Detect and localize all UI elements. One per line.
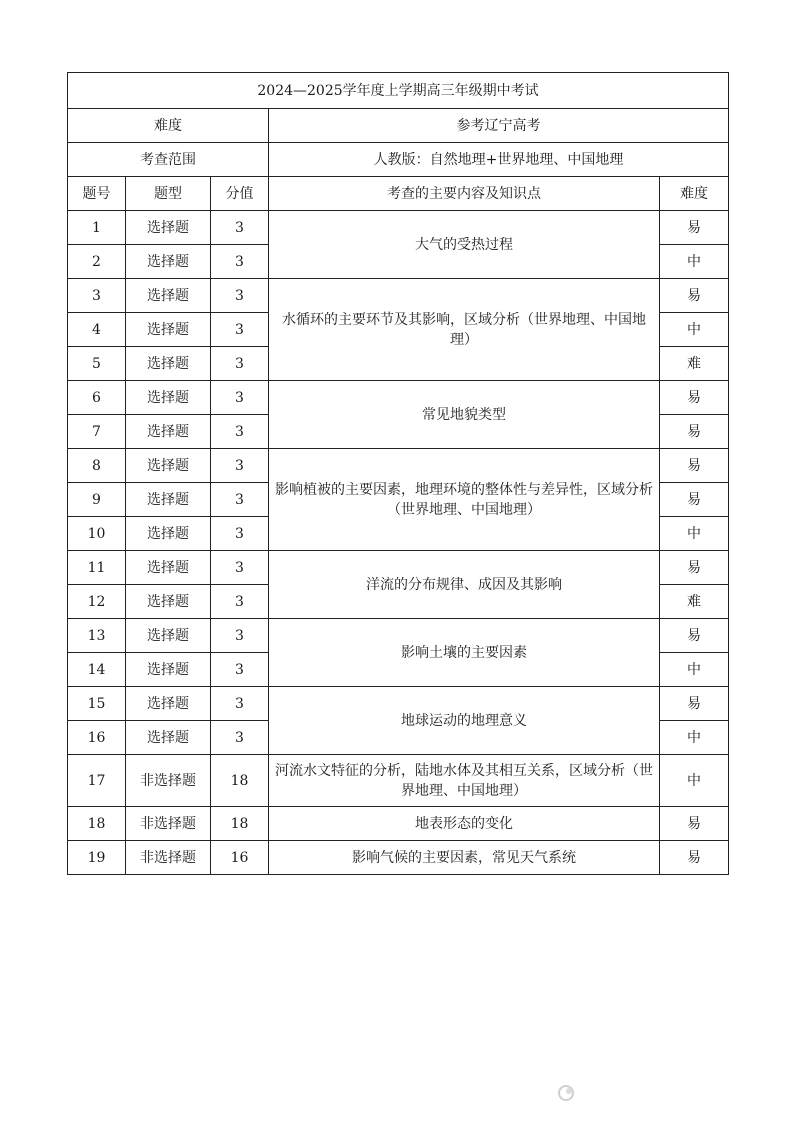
difficulty-level: 中: [660, 313, 729, 347]
topic-cell: 洋流的分布规律、成因及其影响: [269, 551, 660, 619]
difficulty-level: 中: [660, 755, 729, 807]
question-score: 3: [211, 619, 269, 653]
question-type: 选择题: [126, 619, 211, 653]
topic-cell: 大气的受热过程: [269, 211, 660, 279]
question-score: 3: [211, 687, 269, 721]
table-row: [68, 551, 729, 585]
difficulty-level: 易: [660, 807, 729, 841]
question-type: 选择题: [126, 483, 211, 517]
difficulty-level: 易: [660, 841, 729, 875]
topic-cell: 水循环的主要环节及其影响，区域分析（世界地理、中国地理）: [269, 279, 660, 381]
question-type: 选择题: [126, 653, 211, 687]
question-type: 非选择题: [126, 755, 211, 807]
question-number: 6: [68, 381, 126, 415]
question-score: 3: [211, 721, 269, 755]
difficulty-level: 易: [660, 381, 729, 415]
table-row: [68, 449, 729, 483]
topic-cell: 影响气候的主要因素，常见天气系统: [269, 841, 660, 875]
question-number: 15: [68, 687, 126, 721]
question-type: 选择题: [126, 279, 211, 313]
question-type: 选择题: [126, 313, 211, 347]
question-number: 4: [68, 313, 126, 347]
question-type: 选择题: [126, 245, 211, 279]
question-number: 17: [68, 755, 126, 807]
question-type: 选择题: [126, 585, 211, 619]
question-type: 选择题: [126, 551, 211, 585]
difficulty-label: 难度: [68, 109, 269, 143]
question-score: 16: [211, 841, 269, 875]
question-number: 9: [68, 483, 126, 517]
question-type: 选择题: [126, 687, 211, 721]
question-type: 选择题: [126, 721, 211, 755]
question-score: 3: [211, 211, 269, 245]
question-score: 18: [211, 807, 269, 841]
question-type: 非选择题: [126, 841, 211, 875]
difficulty-level: 易: [660, 279, 729, 313]
difficulty-level: 中: [660, 653, 729, 687]
column-header-row: [68, 177, 729, 211]
question-number: 2: [68, 245, 126, 279]
topic-cell: 影响土壤的主要因素: [269, 619, 660, 687]
question-score: 3: [211, 449, 269, 483]
difficulty-value: 参考辽宁高考: [269, 109, 729, 143]
question-type: 选择题: [126, 347, 211, 381]
question-number: 10: [68, 517, 126, 551]
topic-cell: 河流水文特征的分析，陆地水体及其相互关系，区域分析（世界地理、中国地理）: [269, 755, 660, 807]
difficulty-level: 易: [660, 619, 729, 653]
question-type: 选择题: [126, 211, 211, 245]
topic-cell: 影响植被的主要因素，地理环境的整体性与差异性，区域分析（世界地理、中国地理）: [269, 449, 660, 551]
question-type: 非选择题: [126, 807, 211, 841]
table-row: [68, 619, 729, 653]
question-type: 选择题: [126, 449, 211, 483]
question-score: 3: [211, 483, 269, 517]
difficulty-level: 易: [660, 449, 729, 483]
question-number: 7: [68, 415, 126, 449]
question-number: 3: [68, 279, 126, 313]
question-score: 3: [211, 585, 269, 619]
question-number: 13: [68, 619, 126, 653]
topic-cell: 常见地貌类型: [269, 381, 660, 449]
difficulty-level: 中: [660, 517, 729, 551]
question-score: 3: [211, 653, 269, 687]
scope-value: 人教版：自然地理+世界地理、中国地理: [269, 143, 729, 177]
table-title: 2024—2025学年度上学期高三年级期中考试: [68, 73, 729, 109]
difficulty-level: 中: [660, 721, 729, 755]
question-score: 3: [211, 415, 269, 449]
col-header-score: 分值: [211, 177, 269, 211]
difficulty-level: 易: [660, 551, 729, 585]
difficulty-level: 易: [660, 211, 729, 245]
question-score: 3: [211, 517, 269, 551]
scope-label: 考查范围: [68, 143, 269, 177]
question-type: 选择题: [126, 381, 211, 415]
col-header-type: 题型: [126, 177, 211, 211]
col-header-difficulty: 难度: [660, 177, 729, 211]
table-row: [68, 279, 729, 313]
watermark: [558, 1086, 758, 1102]
exam-spec-table: [67, 72, 729, 875]
difficulty-level: 中: [660, 245, 729, 279]
question-type: 选择题: [126, 415, 211, 449]
difficulty-level: 易: [660, 483, 729, 517]
question-number: 12: [68, 585, 126, 619]
table-row: [68, 381, 729, 415]
table-row: [68, 755, 729, 807]
col-header-content: 考查的主要内容及知识点: [269, 177, 660, 211]
question-score: 3: [211, 381, 269, 415]
question-number: 16: [68, 721, 126, 755]
question-score: 3: [211, 551, 269, 585]
question-number: 8: [68, 449, 126, 483]
question-number: 5: [68, 347, 126, 381]
question-score: 3: [211, 245, 269, 279]
difficulty-level: 难: [660, 585, 729, 619]
question-number: 1: [68, 211, 126, 245]
difficulty-level: 易: [660, 687, 729, 721]
question-number: 18: [68, 807, 126, 841]
table-row: [68, 807, 729, 841]
question-number: 14: [68, 653, 126, 687]
question-score: 3: [211, 313, 269, 347]
table-row: [68, 211, 729, 245]
table-row: [68, 841, 729, 875]
question-score: 3: [211, 347, 269, 381]
topic-cell: 地球运动的地理意义: [269, 687, 660, 755]
topic-cell: 地表形态的变化: [269, 807, 660, 841]
question-number: 19: [68, 841, 126, 875]
question-score: 3: [211, 279, 269, 313]
table-row: [68, 687, 729, 721]
col-header-number: 题号: [68, 177, 126, 211]
difficulty-level: 难: [660, 347, 729, 381]
difficulty-level: 易: [660, 415, 729, 449]
question-type: 选择题: [126, 517, 211, 551]
question-score: 18: [211, 755, 269, 807]
question-number: 11: [68, 551, 126, 585]
